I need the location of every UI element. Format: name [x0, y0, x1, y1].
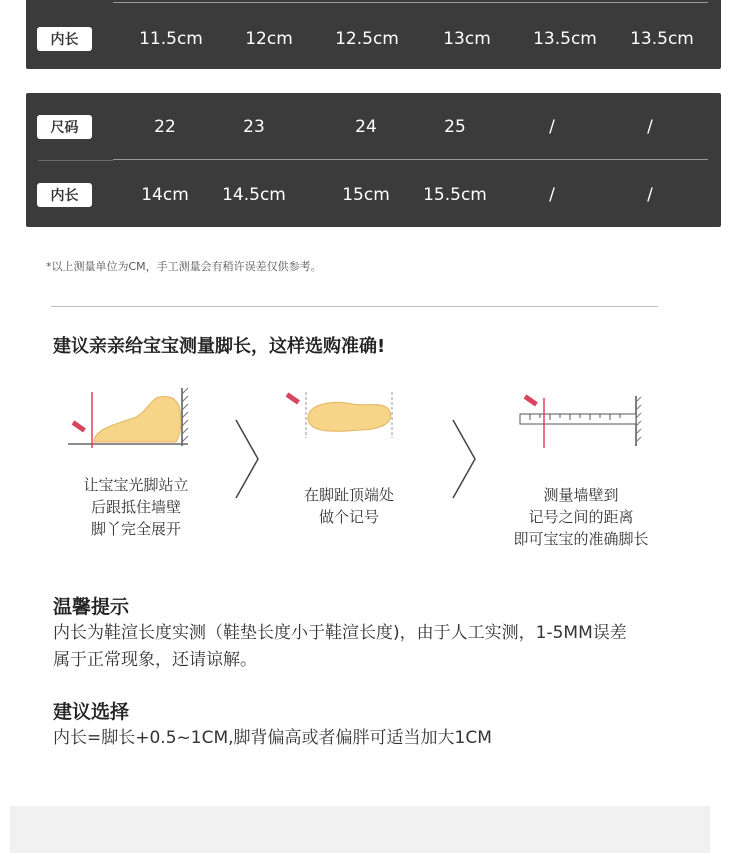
size-table-top: [26, 0, 721, 69]
table-divider: [113, 2, 708, 3]
ruler-wall-icon: [514, 392, 644, 448]
tips-line: 内长为鞋渲长度实测（鞋垫长度小于鞋渲长度)，由于人工实测，1-5MM误差: [53, 623, 627, 643]
step-3-text: 测量墙壁到 记号之间的距离 即可宝宝的准确脚长: [513, 486, 649, 548]
table-cell: /: [647, 117, 653, 137]
step-1-text: 让宝宝光脚站立 后跟抵住墙壁 脚丫完全展开: [83, 476, 189, 538]
chevron-right-icon: [451, 418, 477, 500]
table-cell: /: [647, 185, 653, 205]
table-row-inner-length: [26, 19, 721, 59]
row-label-inner-length: 内长: [37, 27, 92, 51]
footer-bar: [10, 806, 710, 853]
tips-text: [53, 620, 627, 674]
table-cell: 11.5cm: [139, 29, 203, 49]
table-cell: 23: [243, 117, 265, 137]
table-cell: 13.5cm: [630, 29, 694, 49]
table-cell: 15.5cm: [423, 185, 487, 205]
table-row-inner-length: [26, 175, 721, 215]
table-cell: 14.5cm: [222, 185, 286, 205]
table-cell: /: [549, 117, 555, 137]
advice-text: 内长=脚长+0.5~1CM,脚背偏高或者偏胖可适当加大1CM: [53, 728, 492, 748]
table-cell: 12cm: [245, 29, 293, 49]
size-table-bottom: [26, 93, 721, 227]
step-2-text: 在脚趾顶端处 做个记号: [303, 486, 394, 526]
footprint-mark-icon: [282, 390, 402, 440]
row-label-inner-length: 内长: [37, 183, 92, 207]
table-cell: 13cm: [443, 29, 491, 49]
table-cell: 24: [355, 117, 377, 137]
tips-line: 属于正常现象，还请谅解。: [53, 650, 257, 670]
table-cell: 12.5cm: [335, 29, 399, 49]
row-label-size: 尺码: [37, 115, 92, 139]
table-divider: [113, 159, 708, 160]
advice-title: 建议选择: [53, 701, 130, 723]
table-cell: /: [549, 185, 555, 205]
table-cell: 22: [154, 117, 176, 137]
section-divider: [51, 306, 658, 307]
table-cell: 15cm: [342, 185, 390, 205]
table-row-size: [26, 107, 721, 147]
foot-side-measure-icon: [64, 384, 194, 450]
tips-title: 温馨提示: [53, 596, 130, 618]
table-divider-short: [38, 160, 113, 161]
table-cell: 14cm: [141, 185, 189, 205]
table-cell: 25: [444, 117, 466, 137]
measurement-note: *以上测量单位为CM，手工测量会有稍许误差仅供参考。: [46, 260, 322, 273]
table-cell: 13.5cm: [533, 29, 597, 49]
guide-heading: 建议亲亲给宝宝测量脚长，这样选购准确!: [53, 336, 386, 357]
